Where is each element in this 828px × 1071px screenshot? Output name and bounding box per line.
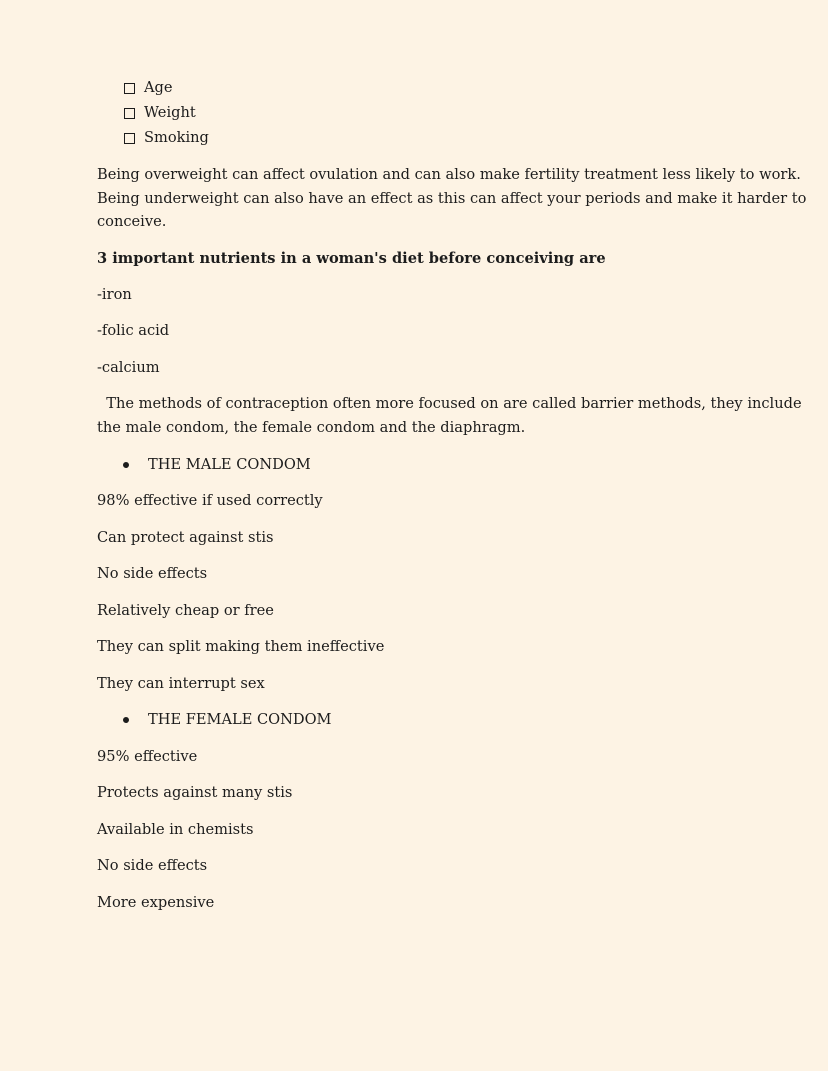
checkbox-icon xyxy=(124,108,135,119)
weight-paragraph-line: Being underweight can also have an effect as this can affect your periods and make it harder to xyxy=(97,190,807,207)
checklist-label: Smoking xyxy=(144,129,209,146)
checklist-item-smoking xyxy=(124,128,209,148)
section-heading-label: THE FEMALE CONDOM xyxy=(148,711,332,728)
male-condom-heading xyxy=(123,455,311,475)
weight-paragraph-line: conceive. xyxy=(97,213,167,230)
female-condom-point: More expensive xyxy=(97,894,215,911)
barrier-paragraph-line: the male condom, the female condom and the diaphragm. xyxy=(97,419,526,436)
checklist-label: Weight xyxy=(144,104,196,121)
nutrient-item: -iron xyxy=(97,286,132,303)
female-condom-heading xyxy=(123,710,332,730)
checkbox-icon xyxy=(124,133,135,144)
female-condom-point: No side effects xyxy=(97,857,208,874)
female-condom-point: Available in chemists xyxy=(97,821,254,838)
bullet-icon xyxy=(123,462,129,468)
nutrients-heading: 3 important nutrients in a woman's diet before conceiving are xyxy=(97,250,606,267)
nutrient-item: -folic acid xyxy=(97,322,170,339)
female-condom-point: Protects against many stis xyxy=(97,784,293,801)
section-heading-label: THE MALE CONDOM xyxy=(148,456,311,473)
bullet-icon xyxy=(123,717,129,723)
male-condom-point: 98% effective if used correctly xyxy=(97,492,323,509)
checkbox-icon xyxy=(124,83,135,94)
male-condom-point: They can interrupt sex xyxy=(97,675,265,692)
male-condom-point: They can split making them ineffective xyxy=(97,638,385,655)
male-condom-point: No side effects xyxy=(97,565,208,582)
male-condom-point: Can protect against stis xyxy=(97,529,274,546)
male-condom-point: Relatively cheap or free xyxy=(97,602,274,619)
weight-paragraph-line: Being overweight can affect ovulation and can also make fertility treatment less likely to work. xyxy=(97,166,801,183)
checklist-label: Age xyxy=(144,79,173,96)
checklist-item-age xyxy=(124,78,173,98)
checklist-item-weight xyxy=(124,103,196,123)
nutrient-item: -calcium xyxy=(97,359,160,376)
barrier-paragraph-line: The methods of contraception often more focused on are called barrier methods, they include xyxy=(97,395,802,412)
female-condom-point: 95% effective xyxy=(97,748,198,765)
